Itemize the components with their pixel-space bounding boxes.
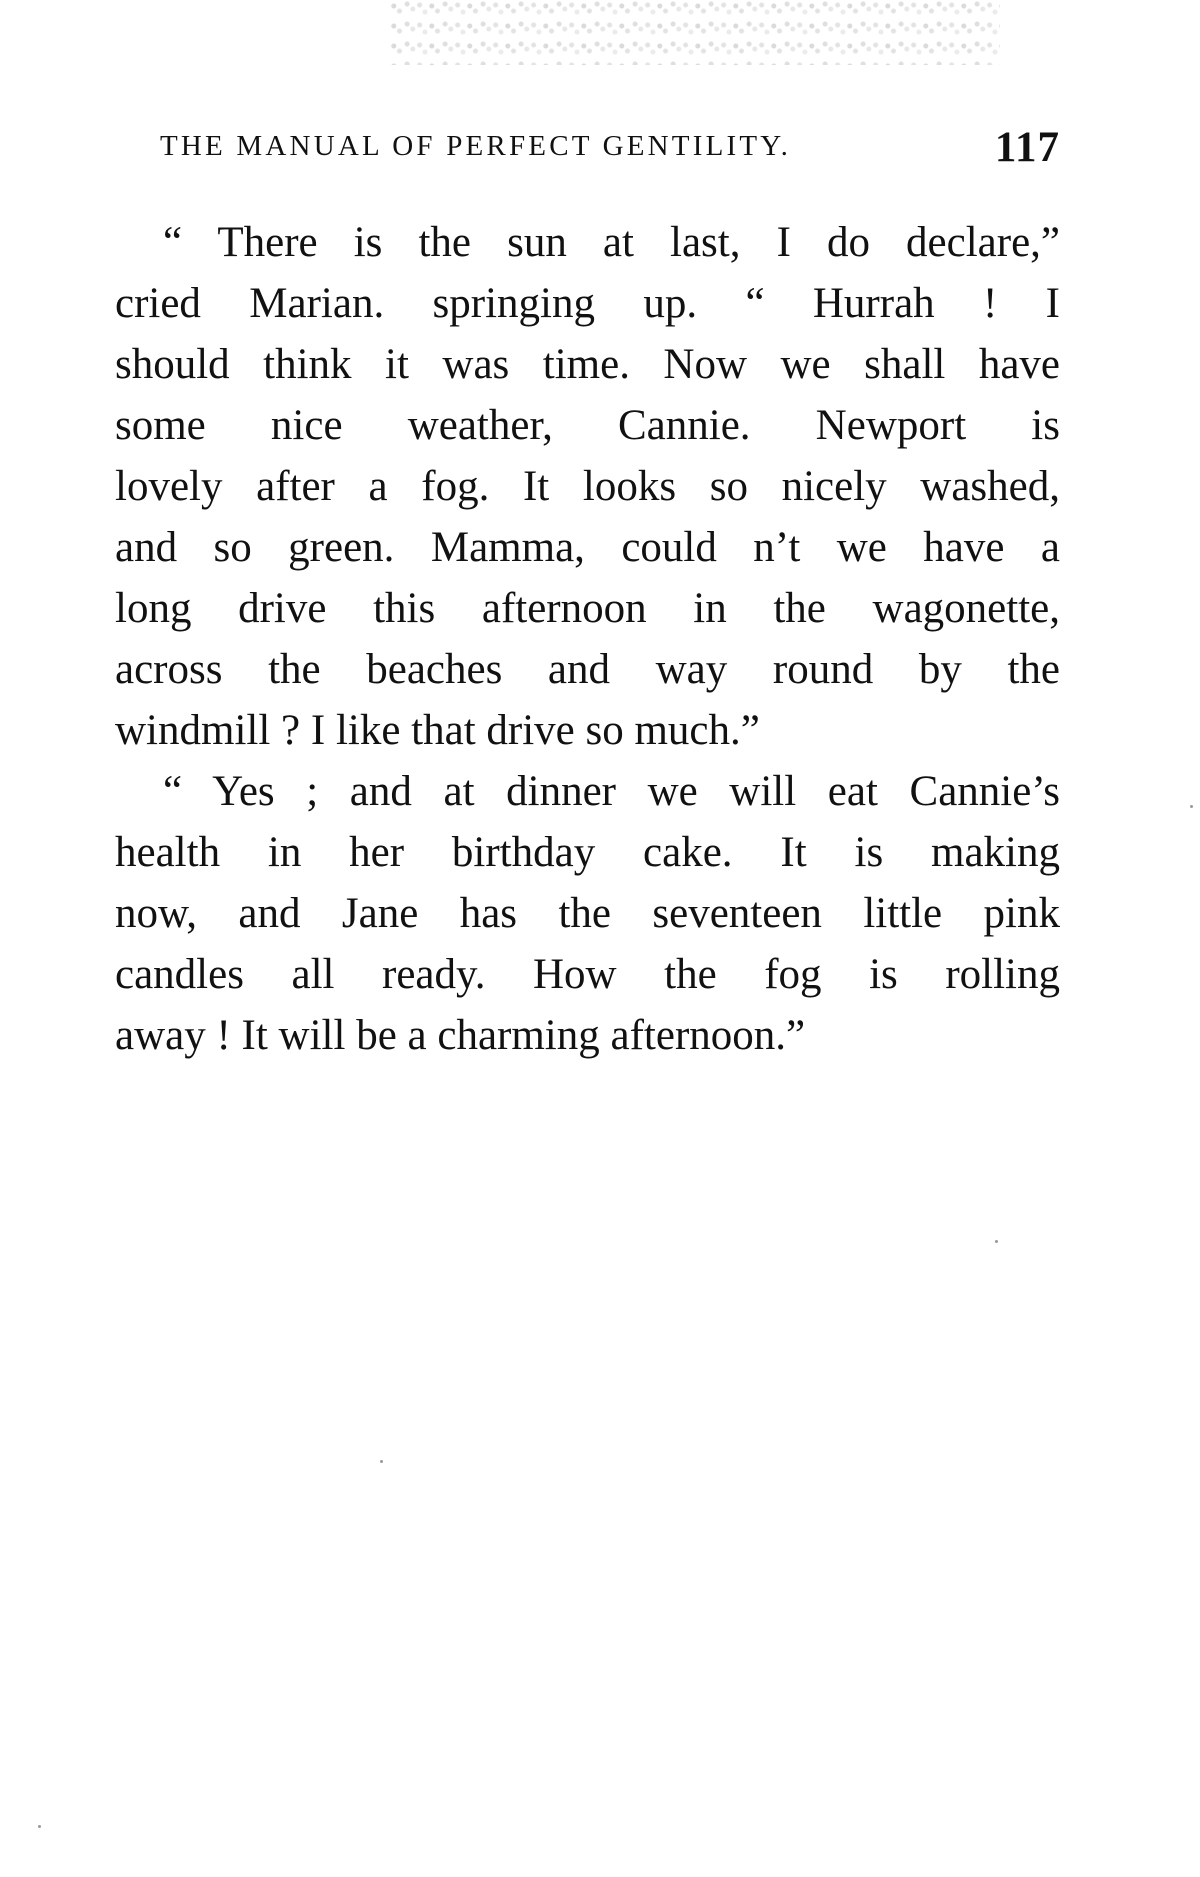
scan-speck bbox=[38, 1825, 41, 1828]
scan-speck bbox=[995, 1240, 998, 1243]
text-line-14: away ! It will be a charming afternoon.” bbox=[115, 1012, 806, 1059]
text-line-6: and so green. Mamma, could n’t we have a bbox=[115, 524, 1060, 571]
scan-speck bbox=[380, 1460, 383, 1463]
text-line-10: “ Yes ; and at dinner we will eat Cannie’s bbox=[163, 768, 1060, 815]
text-line-3: should think it was time. Now we shall have bbox=[115, 341, 1060, 388]
page-header bbox=[160, 124, 1060, 185]
text-line-1: “ There is the sun at last, I do declare,” bbox=[163, 219, 1060, 266]
body-text bbox=[115, 212, 1060, 1066]
text-line-12: now, and Jane has the seventeen little pink bbox=[115, 890, 1060, 937]
page-number: 117 bbox=[994, 124, 1060, 171]
text-line-4: some nice weather, Cannie. Newport is bbox=[115, 402, 1060, 449]
scan-speck bbox=[1190, 805, 1193, 808]
text-line-2: cried Marian. springing up. “ Hurrah ! I bbox=[115, 280, 1060, 327]
text-line-5: lovely after a fog. It looks so nicely washed, bbox=[115, 463, 1060, 510]
text-line-11: health in her birthday cake. It is making bbox=[115, 829, 1060, 876]
text-line-8: across the beaches and way round by the bbox=[115, 646, 1060, 693]
text-line-7: long drive this afternoon in the wagonette, bbox=[115, 585, 1060, 632]
scan-smudge bbox=[390, 0, 1000, 65]
text-line-13: candles all ready. How the fog is rolling bbox=[115, 951, 1060, 998]
text-line-9: windmill ? I like that drive so much.” bbox=[115, 707, 760, 754]
running-head: THE MANUAL OF PERFECT GENTILITY. bbox=[160, 130, 792, 162]
